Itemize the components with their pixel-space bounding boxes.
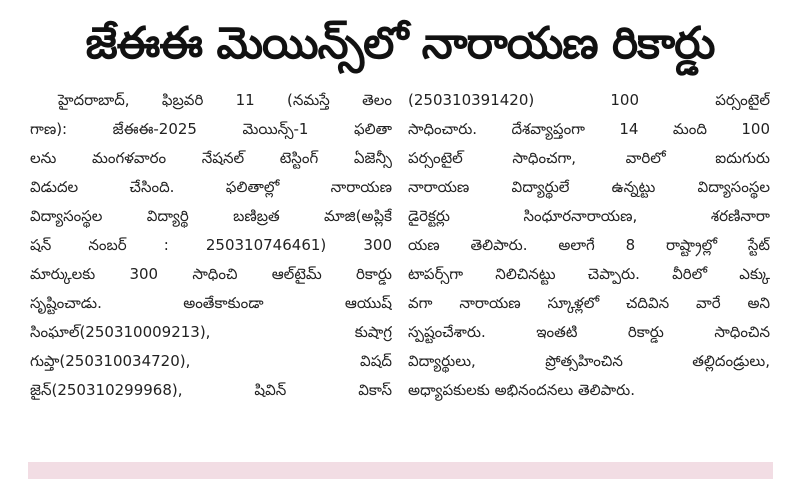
article-line: సింఘాల్(250310009213), కుషాగ్ర [30, 323, 392, 341]
article-line: (250310391420) 100 పర్సంటైల్ [408, 91, 770, 109]
article-line: వగా నారాయణ స్కూళ్లలో చదివిన వారే అని [408, 294, 770, 312]
article-line: హైదరాబాద్, ఫిబ్రవరి 11 (నమస్తే తెలం [58, 91, 392, 109]
article-line: విద్యార్థులు, ప్రోత్సహించిన తల్లిదండ్రులు, [408, 352, 770, 370]
article-line: గాణ): జేఈఈ-2025 మెయిన్స్-1 ఫలితా [30, 120, 392, 138]
article-line: సాధించారు. దేశవ్యాప్తంగా 14 మంది 100 [408, 120, 770, 138]
article-line: లను మంగళవారం నేషనల్ టెస్టింగ్ ఏజెన్సీ [30, 149, 392, 167]
headline: జేఈఈ మెయిన్స్‌లో నారాయణ రికార్డు [85, 18, 715, 69]
article-line: యణ తెలిపారు. అలాగే 8 రాష్ట్రాల్లో స్టేట్ [408, 236, 770, 254]
bottom-band [28, 462, 773, 479]
article-line: జైన్(250310299968), షివిన్ వికాస్ [30, 381, 392, 399]
article-line: డైరెక్టర్లు సింధూరనారాయణ, శరణినారా [408, 207, 770, 225]
article-line: సృష్టించాడు. అంతేకాకుండా ఆయుష్ [30, 294, 392, 312]
article-line: స్పష్టంచేశారు. ఇంతటి రికార్డు సాధించిన [408, 323, 770, 341]
article-column-left [30, 86, 392, 446]
article-line: గుప్తా(250310034720), విషద్ [30, 352, 392, 370]
article-line: టాపర్స్‌గా నిలిచినట్టు చెప్పారు. వీరిలో ఎక్కు [408, 265, 770, 283]
article-line: నారాయణ విద్యార్థులే ఉన్నట్టు విద్యాసంస్థల [408, 178, 770, 196]
article-line: విడుదల చేసింది. ఫలితాల్లో నారాయణ [30, 178, 392, 196]
article-line: విద్యాసంస్థల విద్యార్థి బణిబ్రత మాజి(అప్లికే [30, 207, 392, 225]
article-line: పర్సంటైల్ సాధించగా, వారిలో ఐదుగురు [408, 149, 770, 167]
article-line: షన్ నంబర్ : 250310746461) 300 [30, 236, 392, 254]
article-body [30, 86, 770, 446]
article-column-right [408, 86, 770, 446]
article-line: మార్కులకు 300 సాధించి ఆల్‌టైమ్ రికార్డు [30, 265, 392, 283]
article-line: అధ్యాపకులకు అభినందనలు తెలిపారు. [408, 381, 635, 399]
